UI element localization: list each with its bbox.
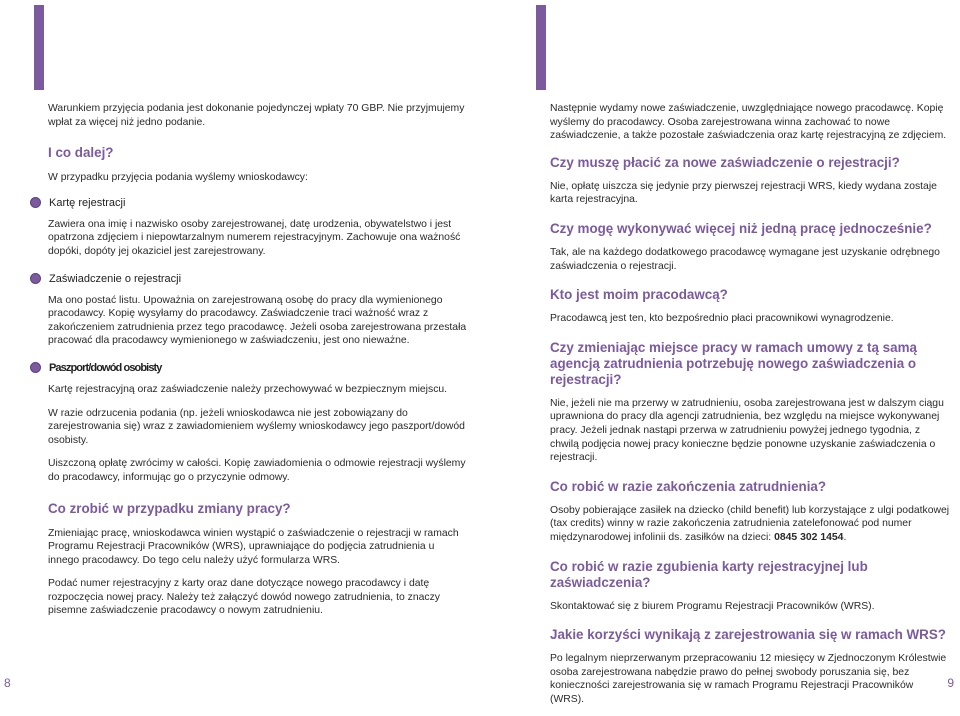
bullet-icon bbox=[30, 273, 41, 284]
fee-paragraph: Warunkiem przyjęcia podania jest dokonanie pojedynczej wpłaty 70 GBP. Nie przyjmujemy wpłat za więcej niż jedno podanie. bbox=[48, 103, 465, 128]
right-accent-bar bbox=[536, 5, 546, 90]
agency-answer: Nie, jeżeli nie ma przerwy w zatrudnieniu, osoba zarejestrowana jest w dalszym ciągu uprawniona do pracy dla agencji zatrudnienia, bez względu na miejsce wykonywanej pracy. Jeżeli jednak nastąpi przerwa w zatrudnieniu powyżej jednego tygodnia, z chwilą podjęcia nowej pracy konieczne będzie ponowne uzyskanie zaświadczenia o rejestracji. bbox=[550, 397, 944, 464]
bullet-registration-card bbox=[30, 197, 468, 209]
keep-safe-text: Kartę rejestracyjną oraz zaświadczenie należy przechowywać w bezpiecznym miejscu. bbox=[48, 383, 448, 395]
pay-answer: Nie, opłatę uiszcza się jedynie przy pierwszej rejestracji WRS, kiedy wydana zostaje karta rejestracyjna. bbox=[550, 180, 937, 206]
certificate-text: Ma ono postać listu. Upoważnia on zarejestrowaną osobę do pracy dla wymienionego pracodawcy. Kopię wysyłamy do pracodawcy. Zaświadczenie traci ważność wraz z zakończeniem zatrudnienia przez tego pracodawcę. Jeżeli osoba zarejestrowana przestała pracować dla pracodawcy wymienionego w zaświadczeniu, jest ono nieważne. bbox=[48, 294, 467, 347]
bullet-label: Zaświadczenie o rejestracji bbox=[49, 272, 182, 285]
page-number-right: 9 bbox=[947, 676, 954, 690]
heading-what-next: I co dalej? bbox=[48, 145, 114, 161]
right-column bbox=[550, 102, 950, 716]
registration-card-text: Zawiera ona imię i nazwisko osoby zarejestrowanej, datę urodzenia, obywatelstwo i jest opatrzona zdjęciem i niepowtarzalnym numerem rejestracyjnym. Zachowuje ona ważność dopóki, dopóty jej okaziciel jest zarejestrowany. bbox=[48, 218, 461, 257]
heading-benefits: Jakie korzyści wynikają z zarejestrowania się w ramach WRS? bbox=[550, 627, 946, 643]
employer-answer: Pracodawcą jest ten, kto bezpośrednio płaci pracownikowi wynagrodzenie. bbox=[550, 313, 894, 325]
heading-agency: Czy zmieniając miejsce pracy w ramach umowy z tą samą agencją zatrudnienia potrzebuję nowego zaświadczenia o rejestracji? bbox=[550, 339, 917, 387]
heading-pay-new-certificate: Czy muszę płacić za nowe zaświadczenie o rejestracji? bbox=[550, 154, 900, 170]
end-employment-text: Osoby pobierające zasiłek na dziecko (child benefit) lub korzystające z ulgi podatkowej (tax credits) winny w razie zakończenia zatrudnienia zatelefonować pod numer międzynarodowej infolinii ds. zasiłków na dzieci: bbox=[550, 504, 950, 543]
lost-card-answer: Skontaktować się z biurem Programu Rejestracji Pracowników (WRS). bbox=[550, 600, 875, 612]
new-employer-text: Podać numer rejestracyjny z karty oraz dane dotyczące nowego pracodawcy i datę rozpoczęcia nowej pracy. Należy też załączyć dowód nowego zatrudnienia, to znaczy pisemne zaświadczenie pracodawcy o nowym zatrudnieniu. bbox=[48, 578, 440, 617]
bullet-label: Paszport/dowód osobisty bbox=[49, 361, 162, 374]
heading-lost-card: Co robić w razie zgubienia karty rejestracyjnej lub zaświadczenia? bbox=[550, 558, 868, 590]
benefits-answer: Po legalnym nieprzerwanym przepracowaniu 12 miesięcy w Zjednoczonym Królestwie osoba zarejestrowana nabędzie prawo do pełnej swobody poruszania się, bez konieczności zarejestrowania się w ramach Programu Rejestracji Pracowników (WRS). bbox=[550, 653, 947, 705]
bullet-icon bbox=[30, 362, 41, 373]
heading-job-change: Co zrobić w przypadku zmiany pracy? bbox=[48, 500, 291, 516]
helpline-number: 0845 302 1454 bbox=[774, 531, 844, 543]
rejection-text: W razie odrzucenia podania (np. jeżeli wnioskodawca nie jest zobowiązany do zarejestrowania się) wraz z zawiadomieniem wyślemy wnioskodawcy jego paszport/dowód osobisty. bbox=[48, 407, 465, 446]
refund-text: Uiszczoną opłatę zwrócimy w całości. Kopię zawiadomienia o odmowie rejestracji wyślemy do pracodawcy, informując go o przyczynie odmowy. bbox=[48, 458, 466, 483]
heading-who-employer: Kto jest moim pracodawcą? bbox=[550, 287, 728, 303]
left-accent-bar bbox=[34, 5, 44, 90]
bullet-label: Kartę rejestracji bbox=[49, 196, 126, 209]
job-change-text: Zmieniając pracę, wnioskodawca winien wystąpić o zaświadczenie o rejestracji w ramach Programu Rejestracji Pracowników (WRS), uprawniające do podjęcia zatrudnienia u innego pracodawcy. Do tego celu należy użyć formularza WRS. bbox=[48, 527, 459, 566]
page-number-left: 8 bbox=[4, 676, 11, 690]
bullet-icon bbox=[30, 197, 41, 208]
end-employment-period: . bbox=[843, 531, 847, 543]
bullet-registration-certificate bbox=[30, 273, 468, 285]
heading-end-employment: Co robić w razie zakończenia zatrudnienia? bbox=[550, 478, 827, 494]
left-column bbox=[48, 102, 468, 628]
heading-multiple-jobs: Czy mogę wykonywać więcej niż jedną pracę jednocześnie? bbox=[550, 220, 932, 236]
bullet-passport bbox=[30, 362, 468, 374]
multiple-jobs-answer: Tak, ale na każdego dodatkowego pracodawcę wymagane jest uzyskanie odrębnego zaświadczenia o rejestracji. bbox=[550, 246, 940, 272]
new-certificate-text: Następnie wydamy nowe zaświadczenie, uwzględniające nowego pracodawcę. Kopię wyślemy do pracodawcy. Osoba zarejestrowana winna zachować to nowe zaświadczenie, a także pozostałe zaświadczenia oraz kartę rejestracyjną ze zdjęciem. bbox=[550, 103, 947, 142]
send-intro: W przypadku przyjęcia podania wyślemy wnioskodawcy: bbox=[48, 172, 308, 184]
end-employment-answer bbox=[550, 504, 950, 545]
